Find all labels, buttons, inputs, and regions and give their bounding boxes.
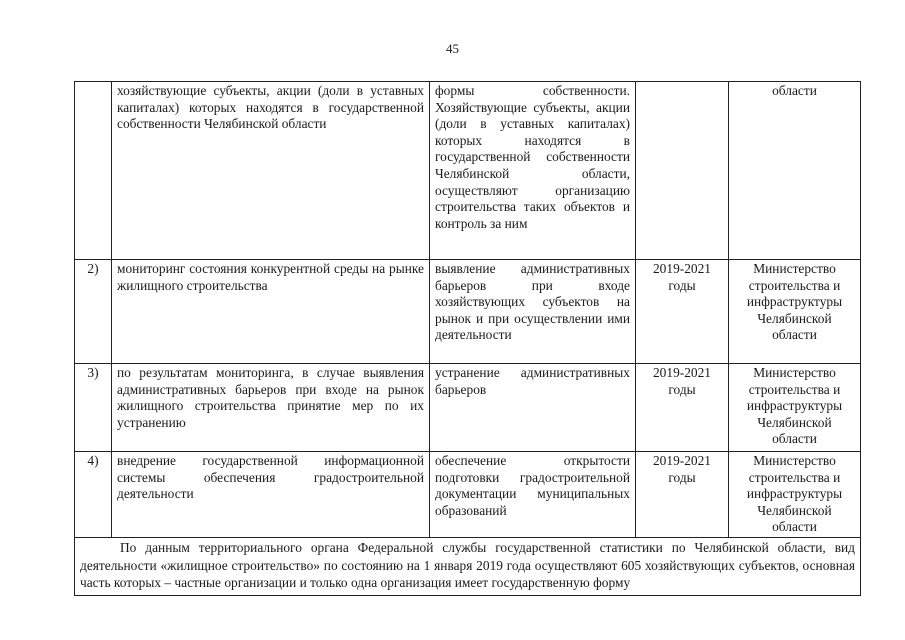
measure-text: хозяйствующие субъекты, акции (доли в уставных капиталах) которых находятся в государственной собственности Челябинской области: [112, 82, 430, 260]
expected-result: выявление административных барьеров при входе хозяйствующих субъектов на рынок и при осуществлении ими деятельности: [430, 260, 636, 364]
implementation-period: [636, 82, 729, 260]
paragraph-row: [75, 538, 861, 596]
implementation-period: 2019-2021 годы: [636, 452, 729, 538]
implementation-period: 2019-2021 годы: [636, 364, 729, 452]
responsible-executor: Министерство строительства и инфраструктуры Челябинской области: [729, 364, 861, 452]
measure-text: по результатам мониторинга, в случае выявления административных барьеров при входе на рынок жилищного строительства принятие мер по их устранению: [112, 364, 430, 452]
table-row: [75, 364, 861, 452]
responsible-executor: области: [729, 82, 861, 260]
responsible-executor: Министерство строительства и инфраструктуры Челябинской области: [729, 260, 861, 364]
measures-table: [74, 81, 861, 596]
row-number: 2): [75, 260, 112, 364]
expected-result: устранение административных барьеров: [430, 364, 636, 452]
row-number: 3): [75, 364, 112, 452]
responsible-executor: Министерство строительства и инфраструктуры Челябинской области: [729, 452, 861, 538]
page-number: 45: [446, 41, 459, 56]
expected-result: обеспечение открытости подготовки градостроительной документации муниципальных образований: [430, 452, 636, 538]
row-number: [75, 82, 112, 260]
measure-text: внедрение государственной информационной системы обеспечения градостроительной деятельности: [112, 452, 430, 538]
measure-text: мониторинг состояния конкурентной среды на рынке жилищного строительства: [112, 260, 430, 364]
implementation-period: 2019-2021 годы: [636, 260, 729, 364]
table-row: [75, 452, 861, 538]
expected-result: формы собственности. Хозяйствующие субъекты, акции (доли в уставных капиталах) которых находятся в государственной собственности Челябинской области, осуществляют организацию строительства таких объектов и контроль за ним: [430, 82, 636, 260]
table-row: [75, 82, 861, 260]
table-row: [75, 260, 861, 364]
statistics-paragraph: [75, 538, 861, 596]
row-number: 4): [75, 452, 112, 538]
paragraph-text: По данным территориального органа Федеральной службы государственной статистики по Челябинской области, вид деятельности «жилищное строительство» по состоянию на 1 января 2019 года осуществляют 605 хозяйствующих субъектов, основная часть которых – частные организации и только одна организация имеет государственную форму: [80, 540, 855, 590]
